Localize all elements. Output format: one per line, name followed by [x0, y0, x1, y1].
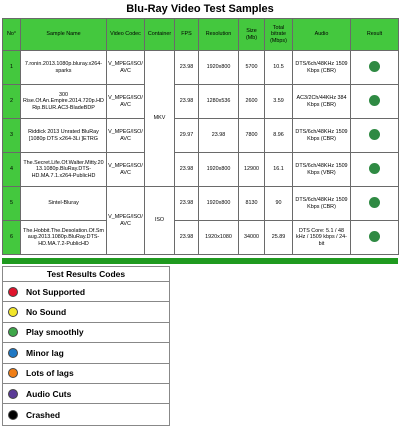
row-number: 1 [3, 51, 21, 85]
bitrate: 8.96 [265, 119, 293, 153]
resolution: 1920x1080 [199, 221, 239, 255]
size: 12900 [239, 153, 265, 187]
video-codec: V_MPEG/ISO/AVC [107, 85, 145, 119]
video-codec: V_MPEG/ISO/AVC [107, 153, 145, 187]
result-cell [351, 221, 399, 255]
table-row [3, 51, 399, 85]
blue-dot-icon [8, 348, 18, 358]
fps: 23.98 [175, 85, 199, 119]
sample-name: Sintel-Bluray [21, 187, 107, 221]
bitrate: 10.5 [265, 51, 293, 85]
legend-label: Audio Cuts [26, 388, 72, 399]
result-codes-legend [2, 266, 170, 426]
audio: DTS Core: 5.1 / 48 kHz / 1509 kbps / 24-bit [293, 221, 351, 255]
orange-dot-icon [8, 368, 18, 378]
legend-label: No Sound [26, 307, 67, 318]
header-sample-name: Sample Name [21, 19, 107, 51]
row-number: 2 [3, 85, 21, 119]
table-row [3, 85, 399, 119]
result-dot-icon [369, 197, 380, 208]
legend-item-not-supported [3, 282, 169, 302]
result-dot-icon [369, 61, 380, 72]
bitrate: 16.1 [265, 153, 293, 187]
fps: 23.98 [175, 187, 199, 221]
page-title: Blu-Ray Video Test Samples [126, 3, 274, 15]
green-dot-icon [8, 327, 18, 337]
resolution: 1280x536 [199, 85, 239, 119]
bitrate: 3.59 [265, 85, 293, 119]
size: 7800 [239, 119, 265, 153]
legend-label: Not Supported [26, 286, 86, 297]
audio: DTS/6ch/48KHz 1509 Kbps (CBR) [293, 187, 351, 221]
table-row [3, 119, 399, 153]
result-dot-icon [369, 231, 380, 242]
header-audio: Audio [293, 19, 351, 51]
result-cell [351, 51, 399, 85]
legend-item-lots-of-lags [3, 364, 169, 384]
audio: AC3/2Ch/44KHz 384 Kbps (CBR) [293, 85, 351, 119]
legend-item-audio-cuts [3, 384, 169, 404]
header-size: Size (Mb) [239, 19, 265, 51]
legend-item-minor-lag [3, 343, 169, 363]
audio: DTS/6ch/48KHz 1509 Kbps (CBR) [293, 51, 351, 85]
legend-item-no-sound [3, 302, 169, 322]
header-video-codec: Video Codec [107, 19, 145, 51]
purple-dot-icon [8, 389, 18, 399]
sample-name: 7.ronin.2013.1080p.bluray.x264-sparks [21, 51, 107, 85]
legend-item-crashed [3, 404, 169, 424]
header-fps: FPS [175, 19, 199, 51]
legend-label: Crashed [26, 409, 61, 420]
black-dot-icon [8, 410, 18, 420]
size: 5700 [239, 51, 265, 85]
result-cell [351, 187, 399, 221]
red-dot-icon [8, 287, 18, 297]
header-no: No° [3, 19, 21, 51]
header-container: Container [145, 19, 175, 51]
audio: DTS/6ch/48KHz 1509 Kbps (VBR) [293, 153, 351, 187]
separator-bar [2, 258, 398, 264]
test-samples-table [2, 18, 399, 255]
video-codec: V_MPEG/ISO/AVC [107, 119, 145, 153]
table-row [3, 153, 399, 187]
legend-label: Play smoothly [26, 327, 84, 338]
yellow-dot-icon [8, 307, 18, 317]
fps: 23.98 [175, 221, 199, 255]
size: 34000 [239, 221, 265, 255]
fps: 23.98 [175, 51, 199, 85]
header-result: Result [351, 19, 399, 51]
size: 2600 [239, 85, 265, 119]
row-number: 4 [3, 153, 21, 187]
video-codec: V_MPEG/ISO/AVC [107, 51, 145, 85]
bitrate: 25.89 [265, 221, 293, 255]
bitrate: 90 [265, 187, 293, 221]
result-cell [351, 119, 399, 153]
legend-title: Test Results Codes [3, 267, 169, 282]
legend-label: Lots of lags [26, 368, 74, 379]
row-number: 3 [3, 119, 21, 153]
video-codec: V_MPEG/ISO/AVC [107, 187, 145, 255]
sample-name: The.Secret.Life.Of.Walter.Mitty.2013.1080p.BluRay.DTS-HD.MA.7.1.x264-PublicHD [21, 153, 107, 187]
resolution: 1920x800 [199, 187, 239, 221]
table-row [3, 187, 399, 221]
resolution: 1920x800 [199, 51, 239, 85]
table-row [3, 221, 399, 255]
sample-name: 300 Rise.Of.An.Empire.2014.720p.HDRip.BLUR.AC3-BladeBDP [21, 85, 107, 119]
legend-item-play-smoothly [3, 323, 169, 343]
result-dot-icon [369, 95, 380, 106]
sample-name: Riddick 2013 Unrated BluRay [1080p DTS x264-3Li ]ETRG [21, 119, 107, 153]
resolution: 23.98 [199, 119, 239, 153]
result-dot-icon [369, 129, 380, 140]
sample-name: The.Hobbit.The.Desolation.Of.Smaug.2013.1080p.BluRay.DTS-HD.MA.7.2-PublicHD [21, 221, 107, 255]
result-cell [351, 85, 399, 119]
size: 8130 [239, 187, 265, 221]
container-iso: ISO [145, 187, 175, 255]
resolution: 1920x800 [199, 153, 239, 187]
result-dot-icon [369, 163, 380, 174]
audio: DTS/6ch/48KHz 1509 Kbps (CBR) [293, 119, 351, 153]
fps: 23.98 [175, 153, 199, 187]
result-cell [351, 153, 399, 187]
legend-label: Minor lag [26, 347, 64, 358]
row-number: 5 [3, 187, 21, 221]
table-header-row [3, 19, 399, 51]
container-mkv: MKV [145, 51, 175, 187]
header-resolution: Resolution [199, 19, 239, 51]
fps: 29.97 [175, 119, 199, 153]
row-number: 6 [3, 221, 21, 255]
header-total-bitrate: Total bitrate (Mbps) [265, 19, 293, 51]
